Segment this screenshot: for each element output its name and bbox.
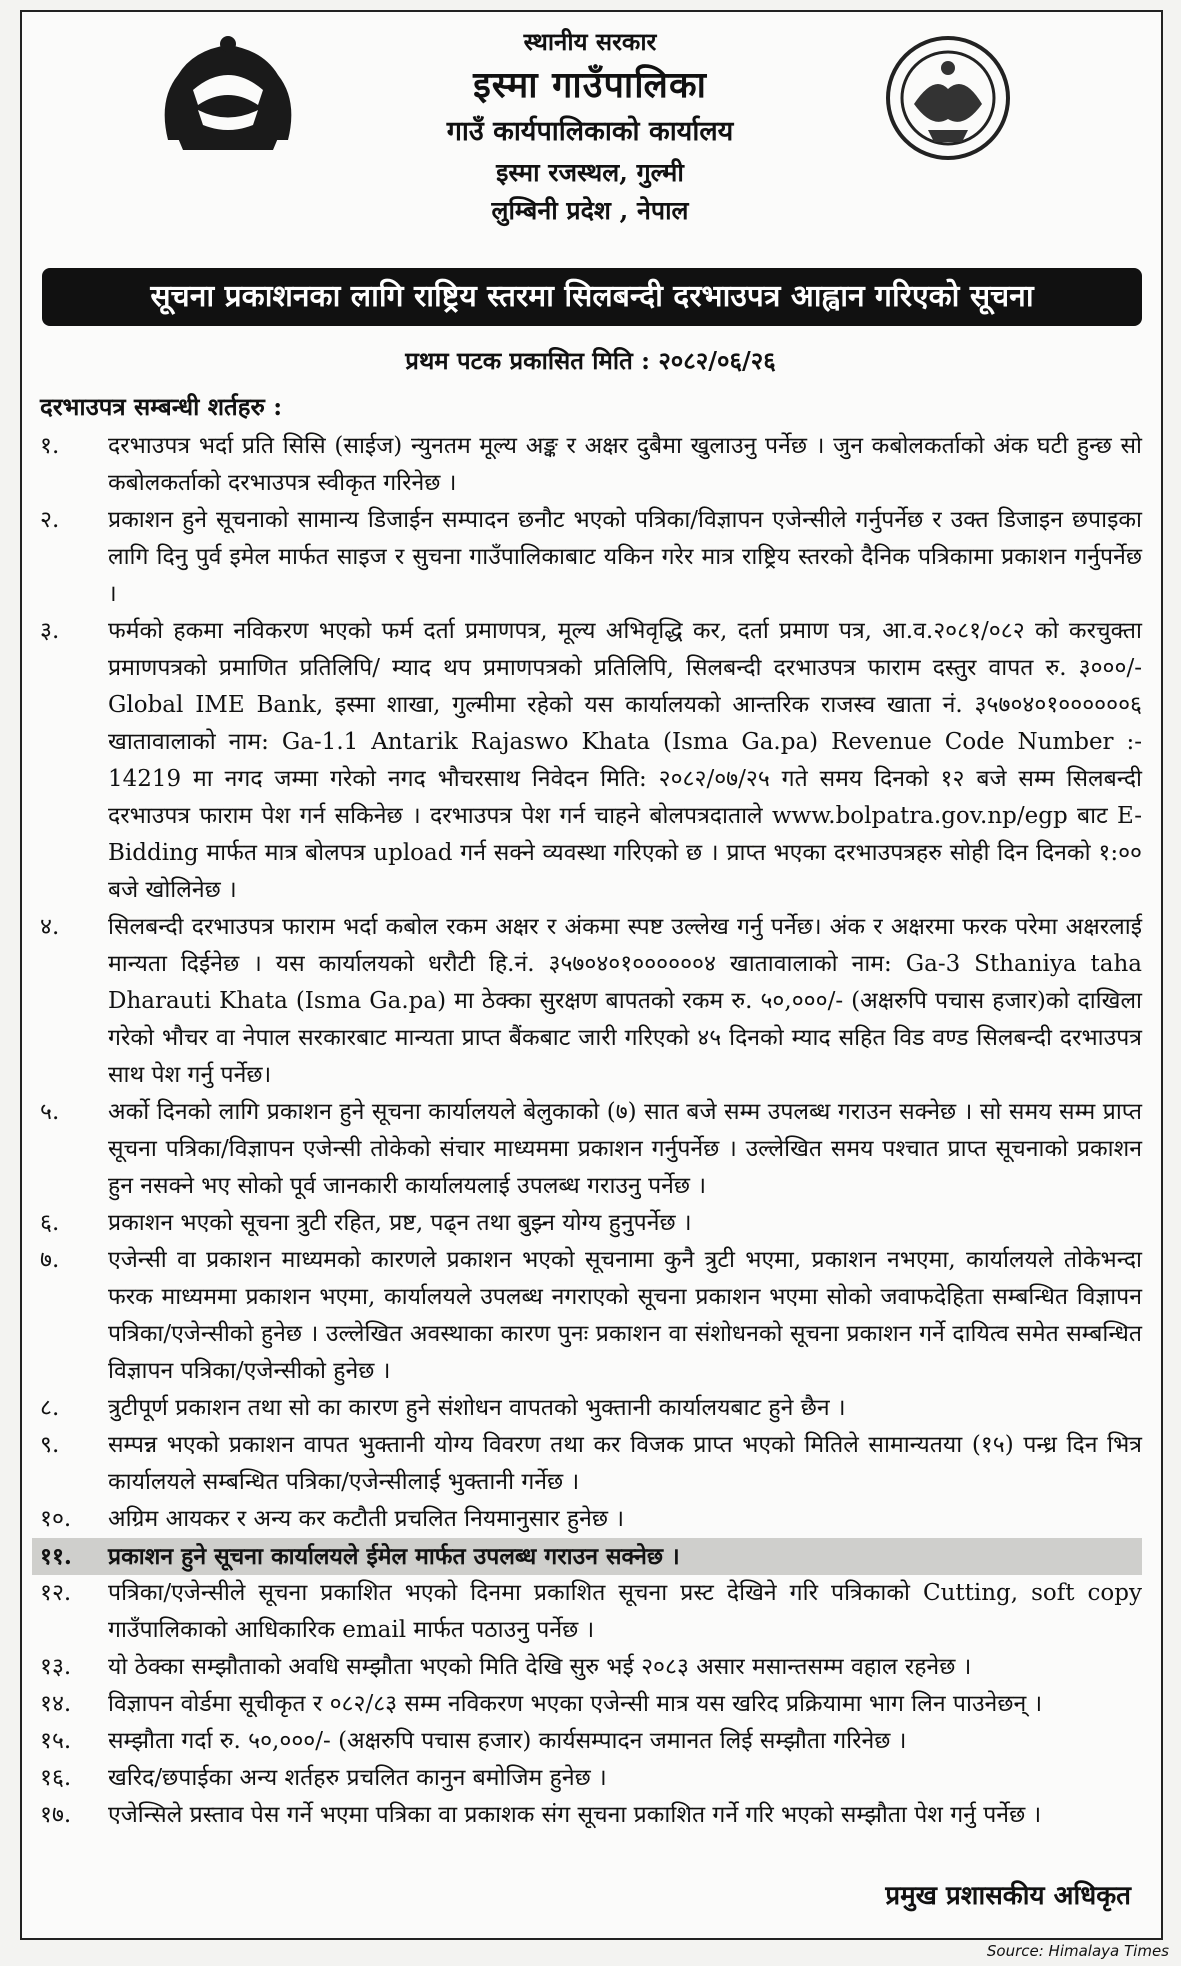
term-text: प्रकाशन हुने सूचनाको सामान्य डिजाईन सम्पादन छनौट भएको पत्रिका/विज्ञापन एजेन्सीले गर्नुपर्नेछ र उक्त डिजाइन छपाइका लागि दिनु पुर्व इमेल मार्फत साइज र सुचना गाउँपालिकाबाट यकिन गरेर मात्र राष्ट्रिय स्तरको दैनिक पत्रिकामा प्रकाशन गर्नुपर्नेछ । — [108, 507, 1142, 607]
term-number: ९. — [40, 1432, 60, 1458]
nepal-emblem-logo — [148, 30, 308, 160]
term-number: १६. — [40, 1765, 72, 1791]
terms-list — [40, 428, 1142, 1834]
term-item — [40, 1797, 1142, 1834]
term-number: ८. — [40, 1395, 60, 1421]
term-text: फर्मको हकमा नविकरण भएको फर्म दर्ता प्रमाणपत्र, मूल्य अभिवृद्धि कर, दर्ता प्रमाण पत्र, आ.व.२०८१/०८२ को करचुक्ता प्रमाणपत्रको प्रमाणित प्रतिलिपि/ म्याद थप प्रमाणपत्रको प्रतिलिपि, सिलबन्दी दरभाउपत्र फाराम दस्तुर वापत रु. ३०००/- Global IME Bank, इस्मा शाखा, गुल्मीमा रहेको यस कार्यालयको आन्तरिक राजस्व खाता नं. ३५७०४०१००००००६ खातावालाको नाम: Ga-1.1 Antarik Rajaswo Khata (Isma Ga.pa) Revenue Code Number :- 14219 मा नगद जम्मा गरेको नगद भौचरसाथ निवेदन मिति: २०८२/०७/२५ गते समय दिनको १२ बजे सम्म सिलबन्दी दरभाउपत्र फाराम पेश गर्न सकिनेछ । दरभाउपत्र पेश गर्न चाहने बोलपत्रदाताले www.bolpatra.gov.np/egp बाट E-Bidding मार्फत मात्र बोलपत्र upload गर्न सक्ने व्यवस्था गरिएको छ । प्राप्त भएका दरभाउपत्रहरु सोही दिन दिनको १:०० बजे खोलिनेछ । — [108, 618, 1143, 903]
term-text: सिलबन्दी दरभाउपत्र फाराम भर्दा कबोल रकम अक्षर र अंकमा स्पष्ट उल्लेख गर्नु पर्नेछ। अंक र अक्षरमा फरक परेमा अक्षरलाई मान्यता दिईनेछ । यस कार्यालयको धरौटी हि.नं. ३५७०४०१००००००४ खातावालाको नाम: Ga-3 Sthaniya taha Dharauti Khata (Isma Ga.pa) मा ठेक्का सुरक्षण बापतको रकम रु. ५०,०००/- (अक्षरुपि पचास हजार)को दाखिला गरेको भौचर वा नेपाल सरकारबाट मान्यता प्राप्त बैंकबाट जारी गरिएको ४५ दिनको म्याद सहित विड वण्ड सिलबन्दी दरभाउपत्र साथ पेश गर्नु पर्नेछ। — [108, 914, 1142, 1088]
term-number: १०. — [40, 1506, 72, 1532]
isma-municipality-logo — [884, 34, 1012, 162]
office-header — [330, 24, 850, 230]
term-text: अर्को दिनको लागि प्रकाशन हुने सूचना कार्यालयले बेलुकाको (७) सात बजे सम्म उपलब्ध गराउन सक्नेछ । सो समय सम्म प्राप्त सूचना पत्रिका/विज्ञापन एजेन्सी तोकेको संचार माध्यममा प्रकाशन गर्नुपर्नेछ । उल्लेखित समय पश्चात प्राप्त सूचनाको प्रकाशन हुन नसक्ने भए सोको पूर्व जानकारी कार्यालयलाई उपलब्ध गराउनु पर्नेछ । — [108, 1099, 1142, 1199]
term-text: पत्रिका/एजेन्सीले सूचना प्रकाशित भएको दिनमा प्रकाशित सूचना प्रस्ट देखिने गरि पत्रिकाको Cutting, soft copy गाउँपालिकाको आधिकारिक email मार्फत पठाउनु पर्नेछ । — [108, 1580, 1142, 1643]
header-province: लुम्बिनी प्रदेश , नेपाल — [491, 196, 689, 225]
term-item — [40, 1427, 1142, 1501]
publication-date: प्रथम पटक प्रकासित मिति : २०८२/०६/२६ — [405, 346, 776, 375]
term-number: १५. — [40, 1728, 72, 1754]
source-credit: Source: Himalaya Times — [986, 1942, 1169, 1960]
term-item — [40, 428, 1142, 502]
header-address: इस्मा रजस्थल, गुल्मी — [496, 158, 684, 187]
term-number: १४. — [40, 1691, 72, 1717]
header-local-govt: स्थानीय सरकार — [523, 27, 657, 56]
term-text: प्रकाशन हुने सूचना कार्यालयले ईमेल मार्फत उपलब्ध गराउन सक्नेछ । — [108, 1543, 680, 1570]
notice-title-banner: सूचना प्रकाशनका लागि राष्ट्रिय स्तरमा सिलबन्दी दरभाउपत्र आह्वान गरिएको सूचना — [42, 268, 1142, 326]
term-number: २. — [40, 507, 60, 533]
term-item — [40, 1094, 1142, 1205]
term-item — [40, 613, 1142, 909]
term-text: एजेन्सी वा प्रकाशन माध्यमको कारणले प्रकाशन भएको सूचनामा कुनै त्रुटी भएमा, प्रकाशन नभएमा, कार्यालयले तोकेभन्दा फरक माध्यममा प्रकाशन भएमा, कार्यालयले उपलब्ध नगराएको सूचना प्रकाशन भएमा सोको जवाफदेहिता सम्बन्धित विज्ञापन पत्रिका/एजेन्सीको हुनेछ । उल्लेखित अवस्थाका कारण पुनः प्रकाशन वा संशोधनको सूचना प्रकाशन गर्ने दायित्व समेत सम्बन्धित विज्ञापन पत्रिका/एजेन्सीको हुनेछ । — [108, 1247, 1142, 1384]
term-number: ७. — [40, 1247, 60, 1273]
term-text: सम्पन्न भएको प्रकाशन वापत भुक्तानी योग्य विवरण तथा कर विजक प्राप्त भएको मितिले सामान्यतया (१५) पन्ध्र दिन भित्र कार्यालयले सम्बन्धित पत्रिका/एजेन्सीलाई भुक्तानी गर्नेछ । — [108, 1432, 1142, 1495]
term-number: ४. — [40, 914, 60, 940]
term-item — [40, 1760, 1142, 1797]
term-item — [40, 1205, 1142, 1242]
term-item — [40, 1501, 1142, 1538]
term-item — [40, 1686, 1142, 1723]
header-municipality-name: इस्मा गाउँपालिका — [473, 64, 707, 106]
term-item — [40, 502, 1142, 613]
term-item — [40, 1390, 1142, 1427]
signature-title: प्रमुख प्रशासकीय अधिकृत — [885, 1881, 1131, 1911]
term-text: यो ठेक्का सम्झौताको अवधि सम्झौता भएको मिति देखि सुरु भई २०८३ असार मसान्तसम्म वहाल रहनेछ । — [108, 1654, 972, 1680]
term-item — [40, 1242, 1142, 1390]
term-number: ११. — [40, 1543, 72, 1570]
term-text: अग्रिम आयकर र अन्य कर कटौती प्रचलित नियमानुसार हुनेछ । — [108, 1506, 625, 1532]
term-text: एजेन्सिले प्रस्ताव पेस गर्ने भएमा पत्रिका वा प्रकाशक संग सूचना प्रकाशित गर्ने गरि भएको सम्झौता पेश गर्नु पर्नेछ । — [108, 1802, 1042, 1828]
header-office-name: गाउँ कार्यपालिकाको कार्यालय — [446, 116, 734, 147]
term-text: दरभाउपत्र भर्दा प्रति सिसि (साईज) न्युनतम मूल्य अङ्क र अक्षर दुबैमा खुलाउनु पर्नेछ । जुन कबोलकर्ताको अंक घटी हुन्छ सो कबोलकर्ताको दरभाउपत्र स्वीकृत गरिनेछ । — [108, 433, 1142, 496]
term-number: १३. — [40, 1654, 72, 1680]
terms-heading: दरभाउपत्र सम्बन्धी शर्तहरु : — [40, 392, 283, 421]
term-item — [40, 909, 1142, 1094]
term-text: खरिद/छपाईका अन्य शर्तहरु प्रचलित कानुन बमोजिम हुनेछ । — [108, 1765, 607, 1791]
term-number: ६. — [40, 1210, 60, 1236]
term-item — [40, 1575, 1142, 1649]
term-number: १२. — [40, 1580, 72, 1606]
term-text: त्रुटीपूर्ण प्रकाशन तथा सो का कारण हुने संशोधन वापतको भुक्तानी कार्यालयबाट हुने छैन । — [108, 1395, 846, 1421]
term-item-highlighted — [32, 1538, 1142, 1575]
term-text: प्रकाशन भएको सूचना त्रुटी रहित, प्रष्ट, पढ्न तथा बुझ्न योग्य हुनुपर्नेछ । — [108, 1210, 692, 1236]
term-item — [40, 1723, 1142, 1760]
term-text: विज्ञापन वोर्डमा सूचीकृत र ०८२/८३ सम्म नविकरण भएका एजेन्सी मात्र यस खरिद प्रक्रियामा भाग लिन पाउनेछन् । — [108, 1691, 1043, 1717]
term-number: ३. — [40, 618, 60, 644]
term-number: ५. — [40, 1099, 60, 1125]
term-number: १. — [40, 433, 60, 459]
term-number: १७. — [40, 1802, 72, 1828]
term-item — [40, 1649, 1142, 1686]
term-text: सम्झौता गर्दा रु. ५०,०००/- (अक्षरुपि पचास हजार) कार्यसम्पादन जमानत लिई सम्झौता गरिनेछ । — [108, 1728, 907, 1754]
